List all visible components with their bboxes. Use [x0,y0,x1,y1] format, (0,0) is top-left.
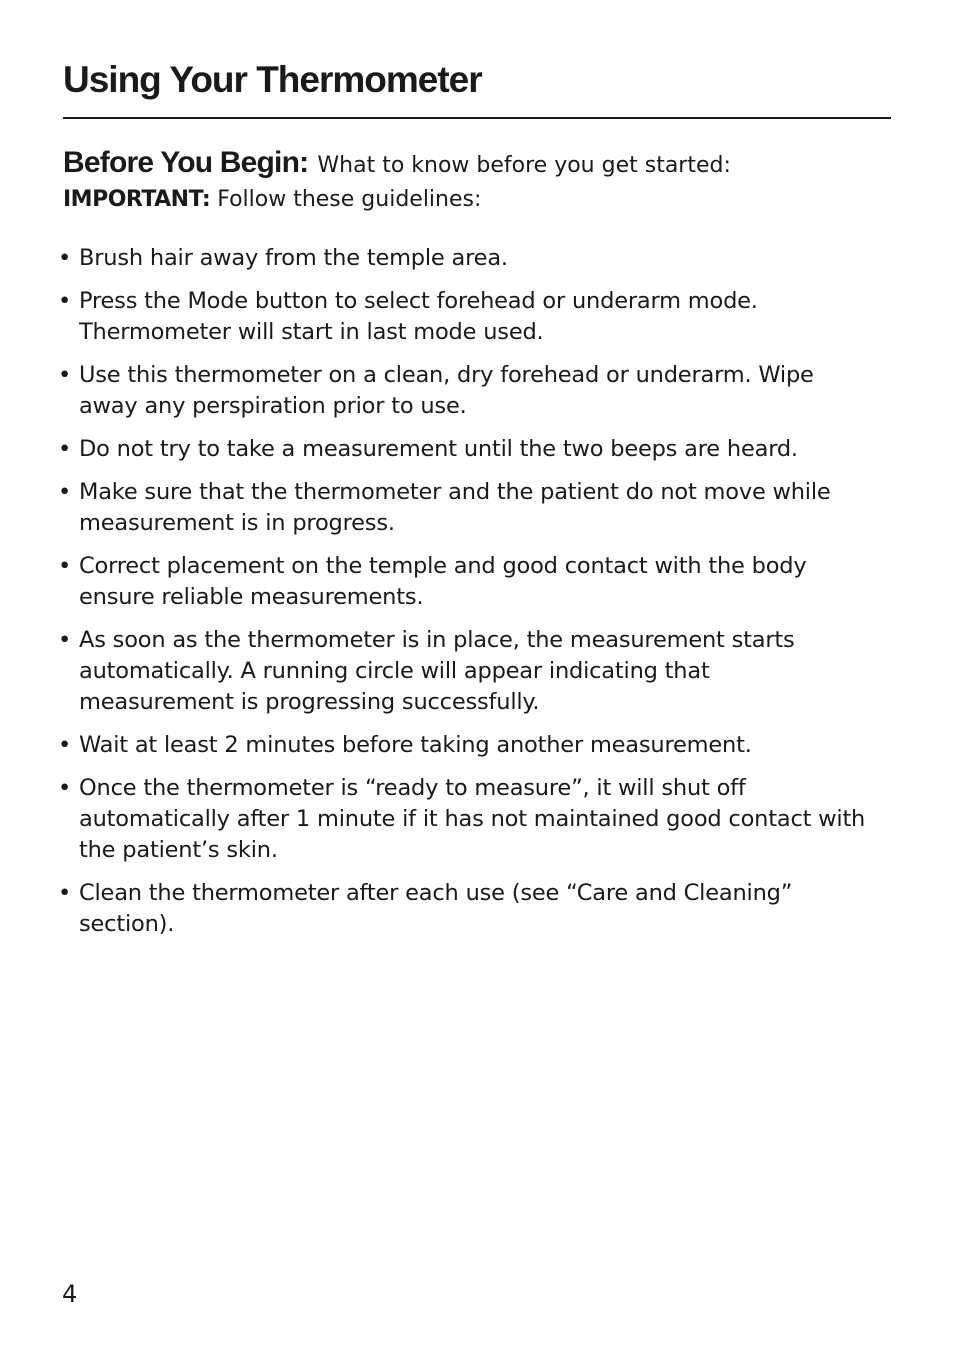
list-item [58,243,868,274]
bullet: • [58,245,72,271]
intro-section [63,143,883,216]
list-item-text: Wait at least 2 minutes before taking another measurement. [79,732,752,758]
bullet: • [58,479,72,505]
important-line [63,184,883,216]
bullet: • [58,436,72,462]
list-item [58,878,868,940]
list-item [58,773,868,866]
bullet: • [58,775,72,801]
important-label: IMPORTANT: [63,187,211,212]
list-item [58,286,868,348]
page-number: 4 [62,1280,78,1308]
list-item-text: Press the Mode button to select forehead or underarm mode. Thermometer will start in last mode used. [79,288,758,345]
list-item-text: Make sure that the thermometer and the patient do not move while measurement is in progress. [79,479,831,536]
list-item-text: As soon as the thermometer is in place, the measurement starts automatically. A running circle will appear indicating that measurement is progressing successfully. [79,627,795,715]
list-item-text: Do not try to take a measurement until the two beeps are heard. [79,436,798,462]
list-item-text: Correct placement on the temple and good contact with the body ensure reliable measurements. [79,553,807,610]
list-item [58,360,868,422]
title-divider [63,117,891,119]
page-title: Using Your Thermometer [63,59,482,100]
list-item [58,730,868,761]
list-item-text: Clean the thermometer after each use (see “Care and Cleaning” section). [79,880,793,937]
bullet: • [58,880,72,906]
section-subheading: What to know before you get started: [317,153,731,178]
intro-heading-line [63,143,883,187]
bullet: • [58,553,72,579]
list-item [58,434,868,465]
list-item [58,477,868,539]
bullet: • [58,288,72,314]
list-item-text: Once the thermometer is “ready to measure”, it will shut off automatically after 1 minute if it has not maintained good contact with the patient’s skin. [79,775,866,863]
section-heading: Before You Begin: [63,146,309,179]
bullet: • [58,362,72,388]
list-item-text: Use this thermometer on a clean, dry forehead or underarm. Wipe away any perspiration prior to use. [79,362,814,419]
list-item-text: Brush hair away from the temple area. [79,245,508,271]
bullet: • [58,732,72,758]
important-text: Follow these guidelines: [217,187,482,212]
bullet: • [58,627,72,653]
list-item [58,625,868,718]
list-item [58,551,868,613]
guidelines-list [58,243,868,952]
